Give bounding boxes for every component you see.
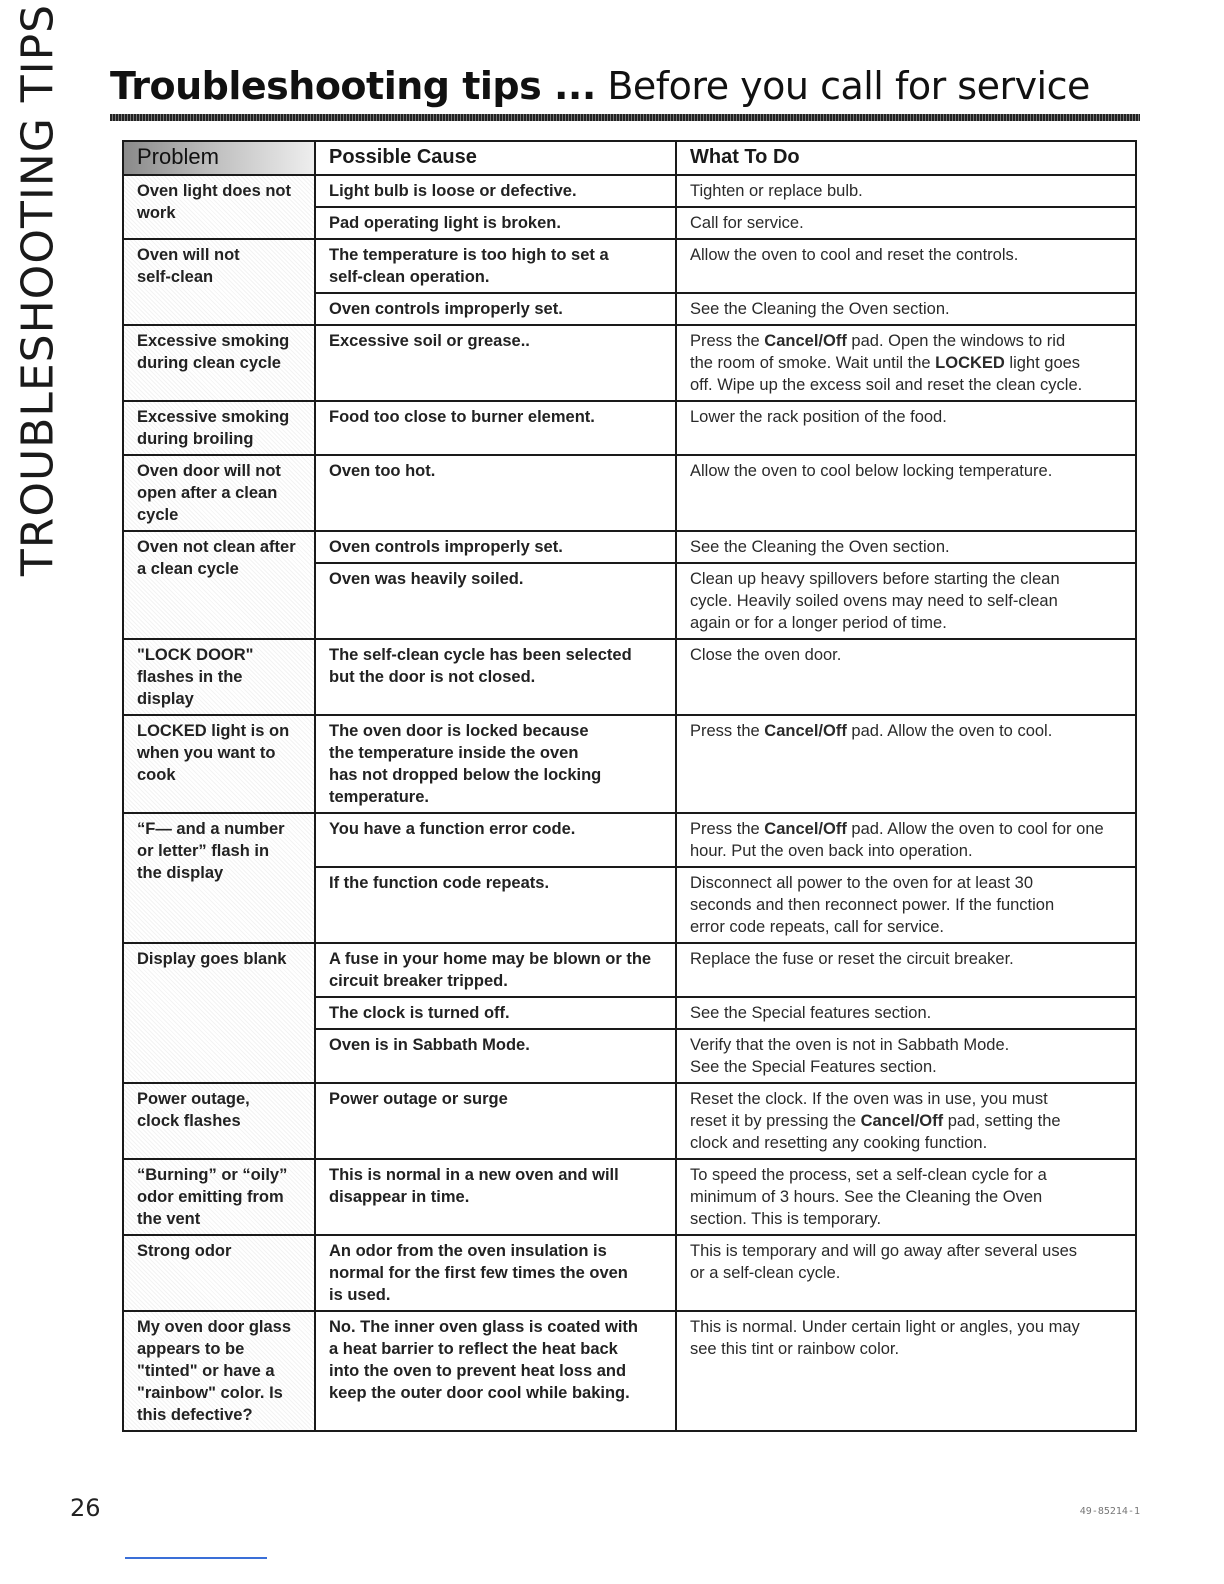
cause-text: Oven controls improperly set. [329, 538, 563, 556]
problem-cell [123, 175, 315, 239]
section-side-tab-label: TROUBLESHOOTING TIPS [12, 3, 64, 577]
what-to-do-text: error code repeats, call for service. [690, 918, 945, 936]
cause-text: This is normal in a new oven and will [329, 1166, 619, 1184]
page-title-rest: Before you call for service [607, 64, 1090, 108]
what-to-do-cell [676, 401, 1136, 455]
table-row [123, 813, 1136, 867]
what-to-do-text: Allow the oven to cool below locking temperature. [690, 462, 1053, 480]
what-to-do-line [690, 1056, 1129, 1078]
problem-text: clock flashes [137, 1112, 241, 1130]
problem-cell [123, 1083, 315, 1159]
what-to-do-line [690, 1088, 1129, 1110]
problem-text: Excessive smoking [137, 332, 290, 350]
table-row [123, 1083, 1136, 1159]
what-to-do-line [690, 894, 1129, 916]
what-to-do-line [690, 1034, 1129, 1056]
cause-text: An odor from the oven insulation is [329, 1242, 607, 1260]
cause-text: Oven too hot. [329, 462, 436, 480]
cause-cell [315, 401, 676, 455]
problem-text: Oven door will not [137, 462, 281, 480]
cause-text: The temperature is too high to set a [329, 246, 609, 264]
what-to-do-text: This is normal. Under certain light or angles, you may [690, 1318, 1080, 1336]
what-to-do-cell [676, 293, 1136, 325]
cause-cell [315, 943, 676, 997]
problem-text: "LOCK DOOR" [137, 646, 254, 664]
problem-text: “F— and a number [137, 820, 285, 838]
what-to-do-cell [676, 1083, 1136, 1159]
problem-text: when you want to [137, 744, 276, 762]
what-to-do-cell [676, 1029, 1136, 1083]
cause-cell [315, 997, 676, 1029]
problem-text: Oven light does not [137, 182, 292, 200]
table-row [123, 239, 1136, 293]
table-row [123, 455, 1136, 531]
what-to-do-line [690, 1002, 1129, 1024]
what-to-do-line [690, 840, 1129, 862]
what-to-do-text: pad. Open the windows to rid [846, 332, 1066, 350]
cause-text: Food too close to burner element. [329, 408, 595, 426]
cause-text: You have a function error code. [329, 820, 576, 838]
page-title [110, 64, 1090, 108]
header-what-to-do: What To Do [676, 141, 1136, 175]
what-to-do-cell [676, 1235, 1136, 1311]
what-to-do-text: clock and resetting any cooking function. [690, 1134, 988, 1152]
emphasized-control-name: Cancel/Off [764, 332, 847, 350]
what-to-do-line [690, 330, 1129, 352]
what-to-do-cell [676, 207, 1136, 239]
what-to-do-line [690, 612, 1129, 634]
what-to-do-text: light goes [1004, 354, 1081, 372]
problem-text: “Burning” or “oily” [137, 1166, 288, 1184]
cause-cell [315, 455, 676, 531]
problem-text: "tinted" or have a [137, 1362, 275, 1380]
what-to-do-text: Close the oven door. [690, 646, 842, 664]
cause-text: Power outage or surge [329, 1090, 508, 1108]
cause-cell [315, 867, 676, 943]
what-to-do-line [690, 212, 1129, 234]
cause-text: The clock is turned off. [329, 1004, 510, 1022]
problem-text: Oven not clean after [137, 538, 296, 556]
cause-text: self-clean operation. [329, 268, 490, 286]
what-to-do-text: see this tint or rainbow color. [690, 1340, 900, 1358]
problem-text: odor emitting from [137, 1188, 284, 1206]
what-to-do-cell [676, 1311, 1136, 1431]
cause-text: No. The inner oven glass is coated with [329, 1318, 638, 1336]
what-to-do-text: Press the [690, 820, 765, 838]
problem-text: My oven door glass [137, 1318, 292, 1336]
what-to-do-text: seconds and then reconnect power. If the function [690, 896, 1055, 914]
problem-text: the vent [137, 1210, 201, 1228]
problem-text: Excessive smoking [137, 408, 290, 426]
cause-cell [315, 175, 676, 207]
cause-cell [315, 531, 676, 563]
what-to-do-line [690, 298, 1129, 320]
cause-text: The oven door is locked because [329, 722, 589, 740]
problem-text: during broiling [137, 430, 254, 448]
what-to-do-line [690, 1338, 1129, 1360]
problem-cell [123, 325, 315, 401]
what-to-do-cell [676, 455, 1136, 531]
what-to-do-text: Verify that the oven is not in Sabbath Mode. [690, 1036, 1010, 1054]
cause-text: The self-clean cycle has been selected [329, 646, 632, 664]
what-to-do-cell [676, 531, 1136, 563]
problem-text: Strong odor [137, 1242, 232, 1260]
what-to-do-cell [676, 325, 1136, 401]
what-to-do-cell [676, 715, 1136, 813]
what-to-do-text: hour. Put the oven back into operation. [690, 842, 973, 860]
what-to-do-line [690, 568, 1129, 590]
what-to-do-text: pad. Allow the oven to cool. [846, 722, 1053, 740]
problem-cell [123, 715, 315, 813]
what-to-do-text: Replace the fuse or reset the circuit breaker. [690, 950, 1014, 968]
cause-cell [315, 293, 676, 325]
what-to-do-cell [676, 867, 1136, 943]
page-title-bold: Troubleshooting tips ... [110, 64, 596, 108]
what-to-do-text: pad, setting the [943, 1112, 1061, 1130]
what-to-do-line [690, 1186, 1129, 1208]
problem-text: or letter” flash in [137, 842, 270, 860]
table-row [123, 715, 1136, 813]
what-to-do-text: reset it by pressing the [690, 1112, 861, 1130]
table-header-row [123, 141, 1136, 175]
page-number: 26 [70, 1494, 101, 1522]
what-to-do-line [690, 460, 1129, 482]
what-to-do-line [690, 244, 1129, 266]
what-to-do-line [690, 1240, 1129, 1262]
what-to-do-cell [676, 1159, 1136, 1235]
header-problem: Problem [123, 141, 315, 175]
cause-text: normal for the first few times the oven [329, 1264, 628, 1282]
problem-text: LOCKED light is on [137, 722, 290, 740]
what-to-do-text: Call for service. [690, 214, 804, 232]
cause-cell [315, 563, 676, 639]
what-to-do-text: the room of smoke. Wait until the [690, 354, 936, 372]
cause-text: If the function code repeats. [329, 874, 550, 892]
what-to-do-line [690, 374, 1129, 396]
what-to-do-text: Press the [690, 722, 765, 740]
what-to-do-text: To speed the process, set a self-clean cycle for a [690, 1166, 1047, 1184]
what-to-do-line [690, 872, 1129, 894]
table-row [123, 943, 1136, 997]
problem-cell [123, 531, 315, 639]
what-to-do-cell [676, 943, 1136, 997]
table-row [123, 531, 1136, 563]
cause-text: Oven controls improperly set. [329, 300, 563, 318]
cause-text: Oven was heavily soiled. [329, 570, 524, 588]
problem-text: "rainbow" color. Is [137, 1384, 283, 1402]
table-row [123, 1159, 1136, 1235]
problem-text: open after a clean [137, 484, 278, 502]
what-to-do-line [690, 644, 1129, 666]
cause-text: Excessive soil or grease.. [329, 332, 530, 350]
cause-cell [315, 1159, 676, 1235]
problem-cell [123, 1159, 315, 1235]
footer-rule [125, 1557, 267, 1559]
cause-cell [315, 207, 676, 239]
cause-text: the temperature inside the oven [329, 744, 579, 762]
cause-cell [315, 1311, 676, 1431]
what-to-do-line [690, 818, 1129, 840]
table-row [123, 401, 1136, 455]
what-to-do-text: section. This is temporary. [690, 1210, 882, 1228]
title-divider [110, 114, 1140, 121]
emphasized-control-name: Cancel/Off [860, 1112, 944, 1130]
what-to-do-text: Clean up heavy spillovers before starting the clean [690, 570, 1060, 588]
problem-cell [123, 455, 315, 531]
troubleshooting-table [122, 140, 1137, 1432]
cause-cell [315, 239, 676, 293]
what-to-do-line [690, 352, 1129, 374]
cause-cell [315, 639, 676, 715]
what-to-do-line [690, 536, 1129, 558]
what-to-do-line [690, 406, 1129, 428]
cause-text: A fuse in your home may be blown or the [329, 950, 652, 968]
what-to-do-text: cycle. Heavily soiled ovens may need to self-clean [690, 592, 1058, 610]
problem-cell [123, 813, 315, 943]
what-to-do-text: Reset the clock. If the oven was in use, you must [690, 1090, 1048, 1108]
problem-text: Oven will not [137, 246, 240, 264]
table-row [123, 175, 1136, 207]
what-to-do-line [690, 948, 1129, 970]
problem-cell [123, 401, 315, 455]
problem-text: self-clean [137, 268, 214, 286]
what-to-do-line [690, 1164, 1129, 1186]
what-to-do-text: This is temporary and will go away after several uses [690, 1242, 1077, 1260]
cause-text: but the door is not closed. [329, 668, 536, 686]
problem-text: a clean cycle [137, 560, 239, 578]
emphasized-control-name: Cancel/Off [764, 722, 847, 740]
problem-text: flashes in the [137, 668, 243, 686]
cause-text: Oven is in Sabbath Mode. [329, 1036, 530, 1054]
problem-text: display [137, 690, 194, 708]
what-to-do-line [690, 916, 1129, 938]
what-to-do-line [690, 1132, 1129, 1154]
cause-text: temperature. [329, 788, 429, 806]
what-to-do-text: Press the [690, 332, 765, 350]
table-body [123, 175, 1136, 1431]
what-to-do-text: See the Cleaning the Oven section. [690, 300, 950, 318]
problem-text: Power outage, [137, 1090, 250, 1108]
cause-cell [315, 1083, 676, 1159]
problem-text: this defective? [137, 1406, 253, 1424]
what-to-do-text: Tighten or replace bulb. [690, 182, 863, 200]
problem-text: work [137, 204, 176, 222]
cause-cell [315, 813, 676, 867]
problem-cell [123, 1235, 315, 1311]
table-row [123, 1311, 1136, 1431]
what-to-do-text: See the Special features section. [690, 1004, 932, 1022]
what-to-do-text: off. Wipe up the excess soil and reset the clean cycle. [690, 376, 1083, 394]
cause-cell [315, 715, 676, 813]
problem-text: the display [137, 864, 224, 882]
what-to-do-text: or a self-clean cycle. [690, 1264, 841, 1282]
problem-text: Display goes blank [137, 950, 287, 968]
problem-cell [123, 1311, 315, 1431]
what-to-do-cell [676, 239, 1136, 293]
problem-cell [123, 943, 315, 1083]
emphasized-control-name: Cancel/Off [764, 820, 847, 838]
what-to-do-line [690, 590, 1129, 612]
problem-text: appears to be [137, 1340, 245, 1358]
problem-cell [123, 639, 315, 715]
what-to-do-line [690, 1316, 1129, 1338]
cause-cell [315, 1029, 676, 1083]
what-to-do-line [690, 1262, 1129, 1284]
what-to-do-text: See the Special Features section. [690, 1058, 937, 1076]
cause-text: a heat barrier to reflect the heat back [329, 1340, 618, 1358]
cause-text: into the oven to prevent heat loss and [329, 1362, 627, 1380]
section-side-tab [8, 3, 68, 577]
what-to-do-line [690, 1110, 1129, 1132]
cause-text: has not dropped below the locking [329, 766, 602, 784]
what-to-do-cell [676, 997, 1136, 1029]
cause-text: Pad operating light is broken. [329, 214, 561, 232]
cause-text: keep the outer door cool while baking. [329, 1384, 630, 1402]
problem-text: cycle [137, 506, 179, 524]
what-to-do-line [690, 180, 1129, 202]
emphasized-control-name: LOCKED [935, 354, 1005, 372]
what-to-do-text: minimum of 3 hours. See the Cleaning the Oven [690, 1188, 1043, 1206]
cause-cell [315, 1235, 676, 1311]
cause-text: is used. [329, 1286, 391, 1304]
what-to-do-cell [676, 563, 1136, 639]
what-to-do-line [690, 1208, 1129, 1230]
what-to-do-cell [676, 175, 1136, 207]
document-code: 49-85214-1 [1079, 1506, 1140, 1517]
what-to-do-line [690, 720, 1129, 742]
what-to-do-text: Allow the oven to cool and reset the controls. [690, 246, 1019, 264]
cause-cell [315, 325, 676, 401]
table-row [123, 639, 1136, 715]
table-row [123, 325, 1136, 401]
what-to-do-cell [676, 639, 1136, 715]
problem-cell [123, 239, 315, 325]
table-row [123, 1235, 1136, 1311]
what-to-do-text: See the Cleaning the Oven section. [690, 538, 950, 556]
what-to-do-text: again or for a longer period of time. [690, 614, 947, 632]
cause-text: Light bulb is loose or defective. [329, 182, 577, 200]
what-to-do-text: pad. Allow the oven to cool for one [846, 820, 1104, 838]
what-to-do-cell [676, 813, 1136, 867]
header-possible-cause: Possible Cause [315, 141, 676, 175]
cause-text: disappear in time. [329, 1188, 470, 1206]
what-to-do-text: Lower the rack position of the food. [690, 408, 947, 426]
problem-text: cook [137, 766, 176, 784]
what-to-do-text: Disconnect all power to the oven for at least 30 [690, 874, 1034, 892]
problem-text: during clean cycle [137, 354, 281, 372]
cause-text: circuit breaker tripped. [329, 972, 508, 990]
